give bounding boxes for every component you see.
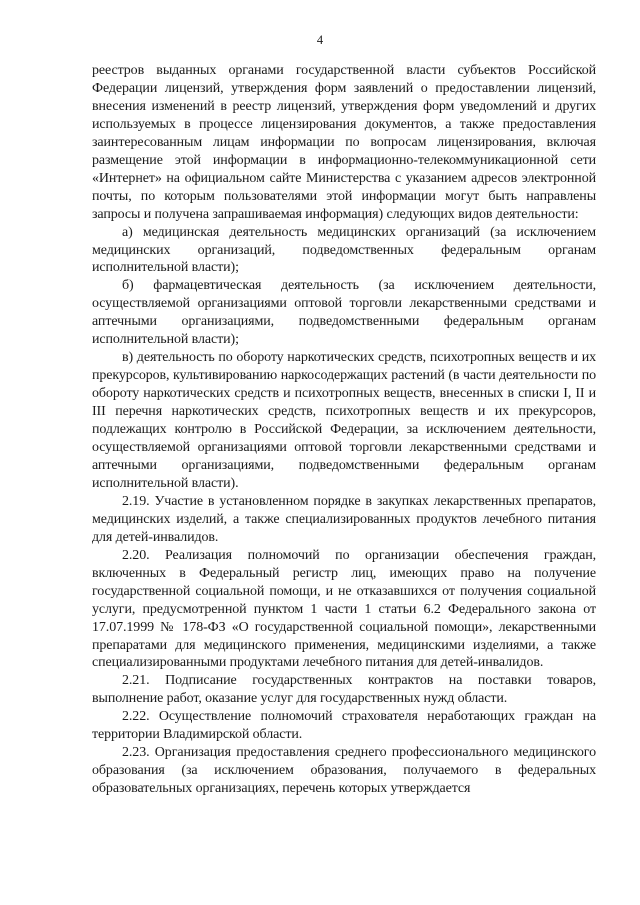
paragraph-2-22: 2.22. Осуществление полномочий страхователя неработающих граждан на территории Владимирской области. <box>92 709 596 743</box>
paragraph-2-23: 2.23. Организация предоставления среднего профессионального медицинского образования (за исключением образования, получаемого в федеральных образовательных организациях, перечень которых утверждается <box>92 745 596 797</box>
paragraph-2-20: 2.20. Реализация полномочий по организации обеспечения граждан, включенных в Федеральный регистр лиц, имеющих право на получение государственной социальной помощи, и не отказавшихся от получения социальной услуги, предусмотренной пунктом 1 части 1 статьи 6.2 Федерального закона от 17.07.1999 № 178-ФЗ «О государственной социальной помощи», лекарственными препаратами для медицинского применения, медицинскими изделиями, а также специализированными продуктами лечебного питания для детей-инвалидов. <box>92 547 596 671</box>
paragraph-continuation: реестров выданных органами государственной власти субъектов Российской Федерации лицензий, утверждения форм заявлений о предоставлении лицензий, внесения изменений в реестр лицензий, утверждения форм уведомлений и других используемых в процессе лицензирования документов, а также предоставления заинтересованным лицам информации по вопросам лицензирования, включая размещение этой информации в информационно-телекоммуникационной сети «Интернет» на официальном сайте Министерства с указанием адресов электронной почты, по которым пользователями этой информации могут быть направлены запросы и получена запрашиваемая информация) следующих видов деятельности: <box>92 63 596 222</box>
document-body <box>92 62 596 798</box>
paragraph-item-b: б) фармацевтическая деятельность (за исключением деятельности, осуществляемой организациями оптовой торговли лекарственными средствами и аптечными организациями, подведомственными федеральным органам исполнительной власти); <box>92 278 596 348</box>
paragraph-2-19: 2.19. Участие в установленном порядке в закупках лекарственных препаратов, медицинских изделий, а также специализированных продуктов лечебного питания для детей-инвалидов. <box>92 493 596 545</box>
paragraph-2-21: 2.21. Подписание государственных контрактов на поставки товаров, выполнение работ, оказание услуг для государственных нужд области. <box>92 673 596 707</box>
page-number: 4 <box>316 33 324 47</box>
paragraph-item-v: в) деятельность по обороту наркотических средств, психотропных веществ и их прекурсоров, культивированию наркосодержащих растений (в части деятельности по обороту наркотических средств и психотропных веществ, внесенных в списки I, II и III перечня наркотических средств, психотропных веществ и их прекурсоров, подлежащих контролю в Российской Федерации, за исключением деятельности, осуществляемой организациями оптовой торговли лекарственными средствами и аптечными организациями, подведомственными федеральным органам исполнительной власти). <box>92 350 596 491</box>
paragraph-item-a: а) медицинская деятельность медицинских организаций (за исключением медицинских организаций, подведомственных федеральным органам исполнительной власти); <box>92 224 596 276</box>
